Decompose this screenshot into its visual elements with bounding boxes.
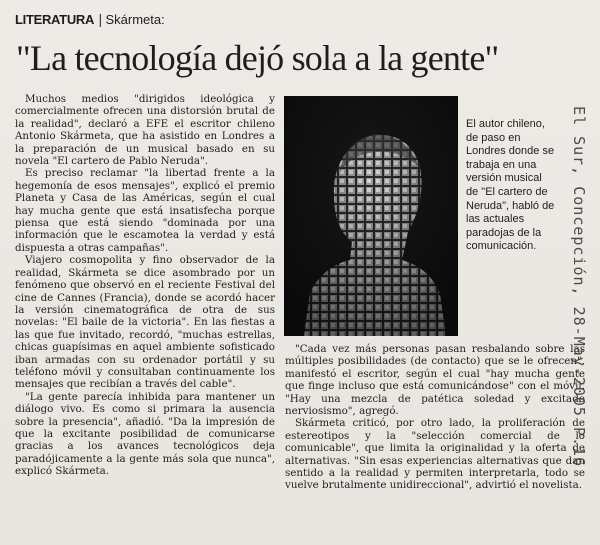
author-portrait-image [284, 96, 458, 336]
article-paragraph: Skármeta criticó, por otro lado, la proliferación de estereotipos y la "selección comercial de lo comunicable", que limita la originalidad y la oferta de alternativas. "Sin esas experiencias alternativas que dan sentido a la realidad y permiten interpretarla, todo se vuelve brutalmente unidireccional", advirtió el novelista. [285, 417, 585, 492]
article-paragraph: "La gente parecía inhibida para mantener un diálogo vivo. Es como si primara la ausencia sobre la presencia", añadió. "Da la impresión de que la excitante posibilidad de comunicarse gracias a los avances tecnológicos deja paradójicamente a la gente más sola que nunca", explicó Skármeta. [15, 390, 275, 478]
article-paragraph: "Cada vez más personas pasan resbalando sobre las múltiples posibilidades (de contacto) que se le ofrecen", manifestó el escritor, según el cual "hay mucha gente que finge incluso que está comunicándose" con el móvil. "Hay una mezcla de patética soledad y excitado nerviosismo", agregó. [285, 343, 585, 418]
section-separator: | [98, 13, 103, 28]
article-paragraph: Muchos medios "dirigidos ideológica y comercialmente ofrecen una distorsión brutal de la realidad", declaró a EFE el escritor chileno Antonio Skármeta, que ha asistido en Londres a la preparación de un musical basado en su novela "El cartero de Pablo Neruda". [15, 93, 275, 168]
section-label: LITERATURA [15, 12, 95, 27]
handwritten-note-text: El Sur, Concepción, 28-May-2005 P.16 [570, 106, 588, 468]
article-right-column [285, 343, 585, 492]
section-subject: Skármeta: [105, 12, 165, 27]
section-header [15, 12, 165, 28]
author-photo [284, 96, 458, 336]
handwritten-source-note [562, 100, 600, 540]
article-paragraph: Viajero cosmopolita y fino observador de la realidad, Skármeta se dice asombrado por un fenómeno que observó en el reciente Festival del cine de Cannes (Francia), donde se acordó hacer la versión cinematográfica de otra de sus novelas: "El baile de la victoria". En las fiestas a las que fue invitado, recordó, "muchas estrellas, chicas guapísimas en aquel ambiente sofisticado iban armadas con su ordenador portátil y su teléfono móvil y consultaban continuamente los mensajes que recibían a través del cable". [15, 254, 275, 391]
article-paragraph: Es preciso reclamar "la libertad frente a la hegemonía de esos mensajes", explicó el premio Planeta y Casa de las Américas, según el cual hay mucha gente que está insatisfecha porque piensa que está siendo "dominada por una información que le escamotea la verdad y está dispuesta a otras campañas". [15, 167, 275, 254]
article-left-column [15, 93, 275, 478]
photo-caption: El autor chileno, de paso en Londres donde se trabaja en una versión musical de "El cartero de Neruda", habló de las actuales paradojas de la comunicación. [466, 118, 555, 253]
headline: "La tecnología dejó sola a la gente" [16, 38, 499, 78]
